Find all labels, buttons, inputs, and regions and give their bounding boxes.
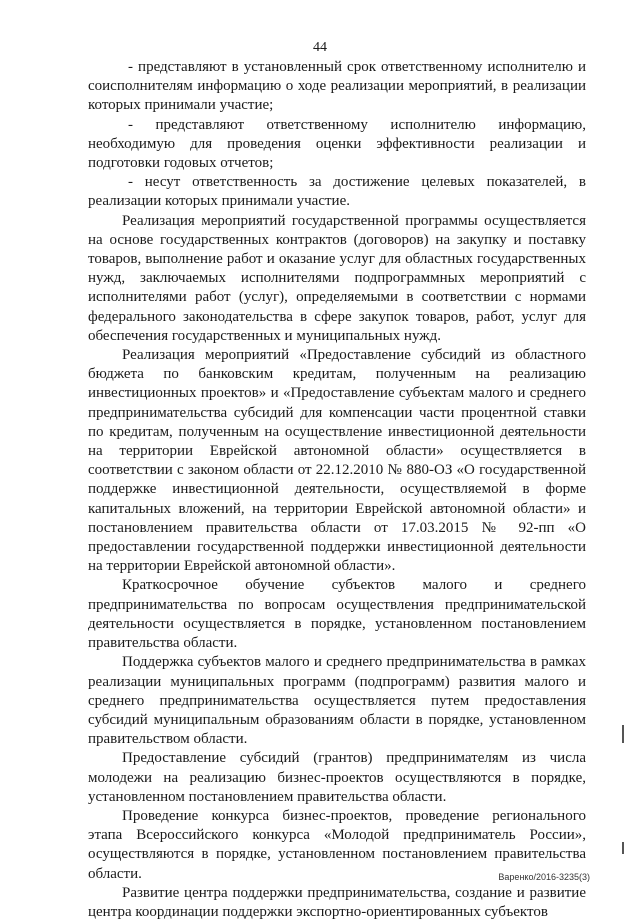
paragraph-8: Предоставление субсидий (грантов) предпринимателям из числа молодежи на реализацию бизнес-проектов осуществляются в порядке, установленном постановлением правительства области. [88, 750, 586, 805]
paragraph-1: - представляют в установленный срок ответственному исполнителю и соисполнителям информацию о ходе реализации мероприятий, в реализации которых принимали участие; [88, 59, 586, 114]
scan-margin-mark [622, 725, 624, 743]
body-text [88, 58, 586, 922]
paragraph-4: Реализация мероприятий государственной программы осуществляется на основе государственных контрактов (договоров) на закупку и поставку товаров, выполнение работ и оказание услуг для областных государственных нужд, заключаемых исполнителями подпрограммных мероприятий с исполнителями работ (услуг), определяемыми в соответствии с нормами федерального законодательства в сфере закупок товаров, работ, услуг для обеспечения государственных и муниципальных нужд. [88, 212, 586, 344]
paragraph-2: - представляют ответственному исполнителю информацию, необходимую для проведения оценки эффективности реализации и подготовки годовых отчетов; [88, 116, 586, 172]
paragraph-3: - несут ответственность за достижение целевых показателей, в реализации которых принимали участие. [88, 174, 586, 210]
paragraph-5: Реализация мероприятий «Предоставление субсидий из областного бюджета по банковским кредитам, полученным на реализацию инвестиционных проектов» и «Предоставление субъектам малого и среднего предпринимательства субсидий для компенсации части процентной ставки по кредитам, полученным на осуществление инвестиционной деятельности на территории Еврейской автономной области» осуществляется в соответствии с законом области от 22.12.2010 № 880-ОЗ «О государственной поддержке инвестиционной деятельности, осуществляемой в форме капитальных вложений, на территории Еврейской автономной области» и постановлением правительства области от 17.03.2015 № 92-пп «О предоставлении государственной поддержки инвестиционной деятельности на территории Еврейской автономной области». [88, 347, 586, 575]
paragraph-6: Краткосрочное обучение субъектов малого и среднего предпринимательства по вопросам осуществления предпринимательской деятельности осуществляется в порядке, установленном постановлением правительства области. [88, 577, 586, 652]
footer-code: Варенко/2016-3235(3) [498, 872, 590, 882]
page-number: 44 [313, 40, 327, 55]
paragraph-10: Развитие центра поддержки предпринимательства, создание и развитие центра координации поддержки экспортно-ориентированных субъектов [88, 884, 586, 920]
scan-margin-mark [622, 842, 624, 854]
paragraph-9: Проведение конкурса бизнес-проектов, проведение регионального этапа Всероссийского конкурса «Молодой предприниматель России», осуществляются в порядке, установленном постановлением правительства области. [88, 807, 586, 882]
paragraph-7: Поддержка субъектов малого и среднего предпринимательства в рамках реализации муниципальных программ (подпрограмм) развития малого и среднего предпринимательства осуществляется путем предоставления субсидий муниципальным образованиям области в порядке, установленном правительством области. [88, 654, 586, 748]
